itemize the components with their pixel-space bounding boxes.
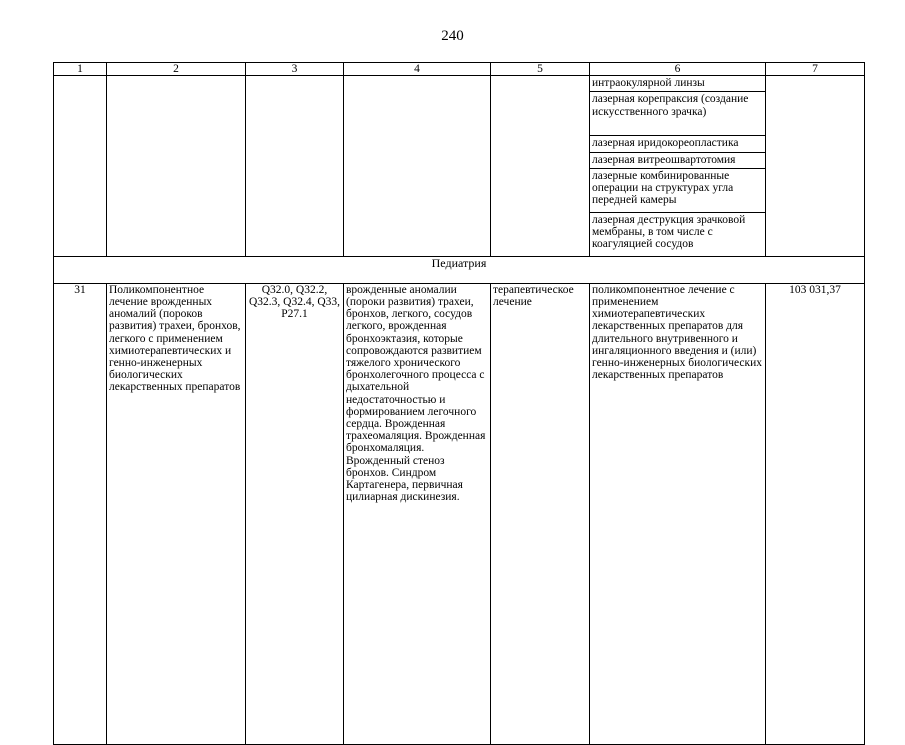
method-item: лазерная иридокореопластика [590, 136, 765, 152]
medical-care-table [53, 62, 865, 745]
row-number: 31 [54, 283, 107, 744]
empty-cell [766, 76, 865, 257]
treatment-method: поликомпонентное лечение с применением химиотерапевтических лекарственных препаратов для длительного внутривенного и ингаляционного введения и (или) генно-инженерных биологических лекарственных препаратов [590, 283, 766, 744]
column-header: 5 [491, 63, 590, 76]
column-header: 1 [54, 63, 107, 76]
page-number: 240 [441, 28, 464, 44]
cost-value: 103 031,37 [766, 283, 865, 744]
column-number-row [54, 63, 865, 76]
method-item: интраокулярной линзы [590, 76, 765, 92]
column-header: 7 [766, 63, 865, 76]
method-item: лазерные комбинированные операции на структурах угла передней камеры [590, 169, 765, 213]
empty-cell [54, 76, 107, 257]
empty-cell [246, 76, 344, 257]
method-item: лазерная деструкция зрачковой мембраны, в том числе с коагуляцией сосудов [592, 213, 746, 251]
table-row [54, 283, 865, 744]
section-title: Педиатрия [54, 256, 865, 283]
treatment-type: терапевтическое лечение [491, 283, 590, 744]
continuation-row [54, 76, 865, 257]
icd-codes: Q32.0, Q32.2, Q32.3, Q32.4, Q33, P27.1 [246, 283, 344, 744]
empty-cell [344, 76, 491, 257]
empty-cell [491, 76, 590, 257]
method-item: лазерная корепраксия (создание искусственного зрачка) [590, 92, 765, 136]
column-header: 2 [107, 63, 246, 76]
care-name: Поликомпонентное лечение врожденных аномалий (пороков развития) трахеи, бронхов, легкого с применением химиотерапевтических и генно-инженерных биологических лекарственных препаратов [107, 283, 246, 744]
empty-cell [107, 76, 246, 257]
column-header: 3 [246, 63, 344, 76]
method-list-cell [590, 76, 766, 257]
column-header: 4 [344, 63, 491, 76]
column-header: 6 [590, 63, 766, 76]
method-item: лазерная витреошвартотомия [590, 153, 765, 169]
section-row [54, 256, 865, 283]
patient-model: врожденные аномалии (пороки развития) трахеи, бронхов, легкого, сосудов легкого, врожденная бронхоэктазия, которые сопровождаются развитием тяжелого хронического бронхолегочного процесса с дыхательной недостаточностью и формированием легочного сердца. Врожденная трахеомаляция. Врожденная бронхомаляция. Врожденный стеноз бронхов. Синдром Картагенера, первичная цилиарная дискинезия. [344, 283, 491, 744]
